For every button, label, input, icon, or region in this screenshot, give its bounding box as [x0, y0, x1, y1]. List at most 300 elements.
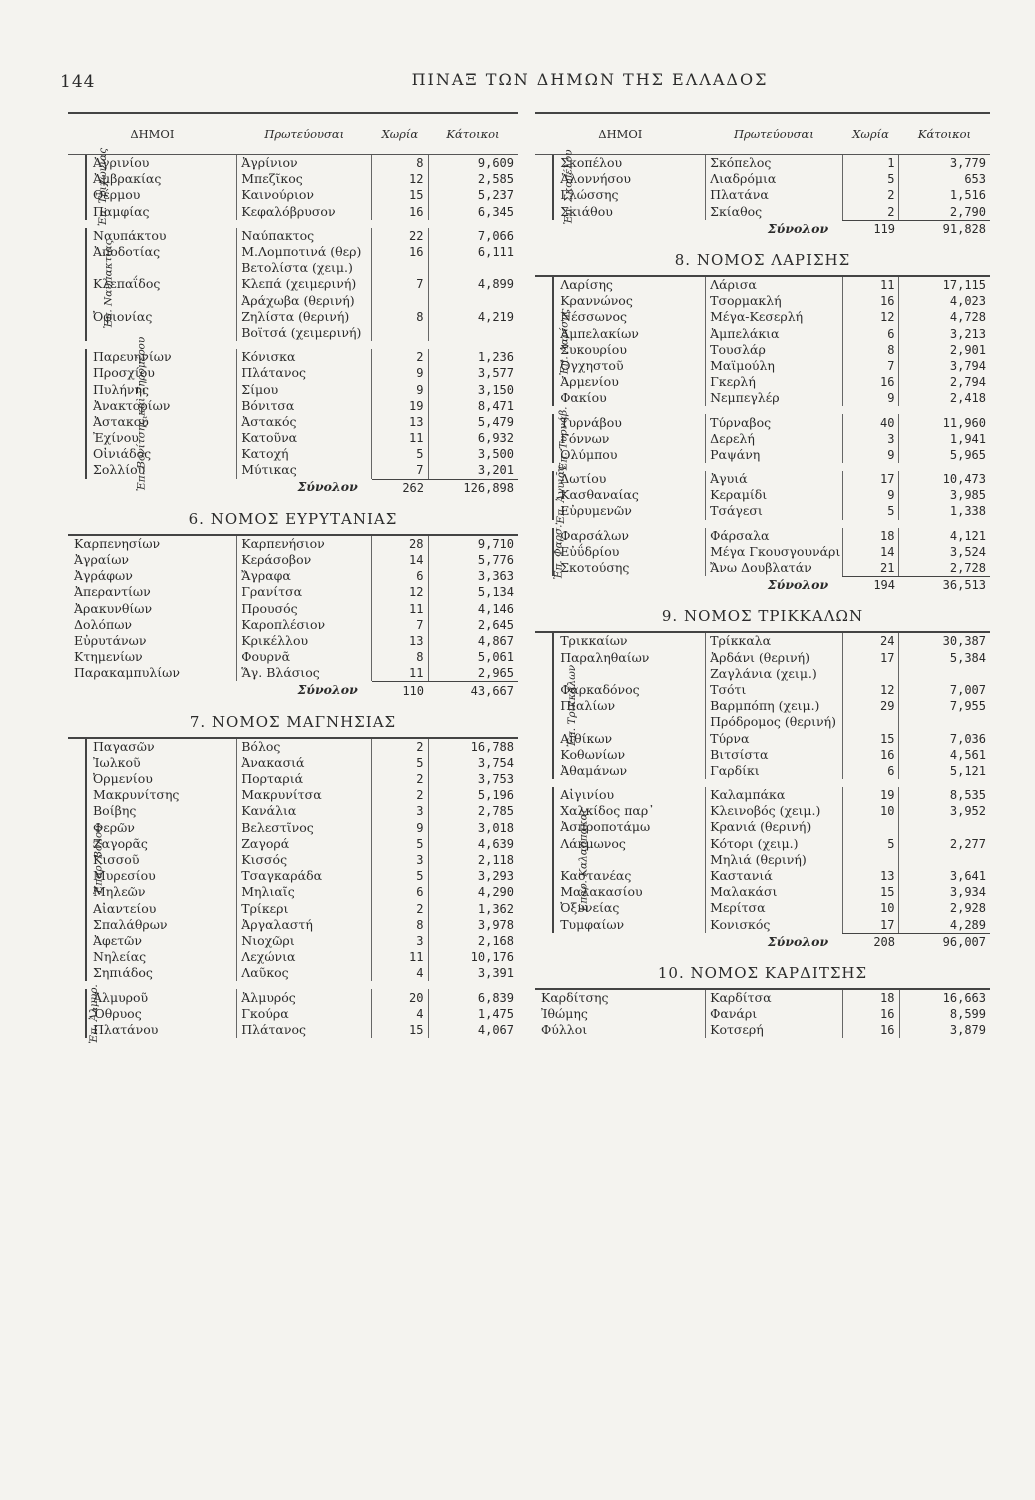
capital-name: Φάρσαλα	[706, 528, 843, 544]
demos-name: Ἀφετῶν	[86, 933, 237, 949]
capital-name: Λεχώνια	[237, 949, 372, 965]
demos-name: Ἀμβρακίας	[86, 171, 237, 187]
capital-name: Γκερλή	[706, 374, 843, 390]
demos-name: Ἀμπελακίων	[553, 326, 705, 342]
inhabitants-count: 16,788	[470, 739, 514, 754]
total-table	[68, 681, 518, 698]
table-row	[535, 650, 990, 666]
total-villages: 119	[842, 220, 899, 237]
header-proteuousai: Πρωτεύουσαι	[237, 113, 372, 155]
demos-name: Γόννων	[553, 431, 705, 447]
inhabitants-count: 1,236	[477, 350, 514, 365]
inhabitants-count: 3,201	[477, 463, 514, 478]
inhabitants-count: 2,790	[949, 204, 986, 219]
table-row	[68, 965, 518, 981]
villages-count: 19	[842, 787, 899, 803]
gap-cell	[68, 981, 518, 989]
inhabitants-count: 4,067	[477, 1022, 514, 1037]
data-table	[68, 536, 518, 682]
villages-count: 13	[842, 868, 899, 884]
table-row	[535, 747, 990, 763]
table-row	[68, 739, 518, 755]
villages-count: 9	[372, 365, 428, 381]
total-label: Σύνολον	[297, 479, 358, 495]
inhabitants-count: 3,641	[949, 869, 986, 884]
demos-name: Παρευηνίων	[86, 349, 237, 365]
demos-name: Ἀποδοτίας	[86, 244, 237, 260]
inhabitants-count: 4,728	[949, 310, 986, 325]
demos-name: Σκιάθου	[553, 204, 705, 220]
capital-name: Ἀνακασιά	[237, 755, 372, 771]
table-row	[535, 342, 990, 358]
table-row	[535, 836, 990, 852]
villages-count: 16	[842, 747, 899, 763]
capital-name: Κανάλια	[237, 803, 372, 819]
table-row	[68, 1006, 518, 1022]
demos-name: Πιαλίων	[553, 698, 705, 714]
left-column	[68, 112, 518, 1044]
capital-name: Κεραμίδι	[706, 487, 843, 503]
inhabitants-count: 11,960	[942, 415, 986, 430]
data-table	[535, 633, 990, 932]
demos-name: Εὐρυτάνων	[74, 632, 147, 648]
inhabitants-count: 2,728	[949, 561, 986, 576]
inhabitants-count: 6,345	[477, 204, 514, 219]
column-header-table	[535, 112, 990, 155]
demos-name: Φερῶν	[86, 820, 237, 836]
total-villages: 194	[842, 577, 899, 594]
header-proteuousai: Πρωτεύουσαι	[706, 113, 843, 155]
demos-name: Ὀφιονίας	[86, 309, 237, 325]
capital-name: Τρίκκαλα	[706, 633, 843, 649]
villages-count: 2	[372, 349, 428, 365]
villages-count: 11	[372, 949, 428, 965]
inhabitants-count: 10,176	[470, 950, 514, 965]
capital-name: Βετολίστα (χειμ.)	[237, 260, 372, 276]
capital-name: Κρανιά (θερινή)	[706, 819, 843, 835]
table-row	[535, 187, 990, 203]
table-row	[68, 584, 518, 600]
demos-name: Ἀρμενίου	[553, 374, 705, 390]
villages-count: 5	[372, 868, 428, 884]
demos-name: Φαρσάλων	[553, 528, 705, 544]
villages-count: 13	[372, 633, 428, 649]
demos-name: Αἰγινίου	[553, 787, 705, 803]
table-row	[68, 901, 518, 917]
table-row	[68, 276, 518, 292]
capital-name: Λιαδρόμια	[706, 171, 843, 187]
table-row	[535, 204, 990, 220]
table-row	[68, 933, 518, 949]
eparchia-text: Ἐπ. Ἀλμυρ.	[87, 983, 100, 1044]
capital-name: Τύρνα	[706, 730, 843, 746]
header-choria: Χωρία	[372, 113, 428, 155]
capital-name: Κεφαλόβρυσον	[237, 204, 372, 220]
demos-name: Ἰωλκοῦ	[86, 755, 237, 771]
demos-name: Ὀλύμπου	[553, 447, 705, 463]
table-row	[535, 1006, 990, 1022]
inhabitants-count: 2,645	[477, 617, 514, 632]
capital-name: Ραψάνη	[706, 447, 843, 463]
inhabitants-count: 3,794	[949, 358, 986, 373]
capital-name: Ἀλμυρός	[237, 989, 372, 1005]
capital-name: Καινούριον	[237, 187, 372, 203]
inhabitants-count: 5,965	[949, 447, 986, 462]
capital-name: Πρόδρομος (θερινή)	[706, 714, 843, 730]
capital-name: Γαρδίκι	[706, 763, 843, 779]
table-row	[535, 503, 990, 519]
gap-cell	[535, 520, 990, 528]
eparchia-label	[535, 406, 570, 472]
capital-name: Μέγα-Κεσερλή	[706, 309, 843, 325]
eparchia-text: Ἐπ. Ἀγυιᾶς	[554, 465, 567, 526]
capital-name: Πλατάνα	[706, 187, 843, 203]
demos-name: Δολόπων	[74, 616, 133, 632]
capital-name: Ἀργαλαστή	[237, 917, 372, 933]
total-row	[535, 220, 990, 237]
villages-count: 22	[372, 228, 428, 244]
capital-name: Ἅγ. Βλάσιος	[237, 665, 372, 681]
table-row	[535, 171, 990, 187]
villages-count: 5	[842, 836, 899, 852]
villages-count: 5	[842, 503, 899, 519]
demos-name: Φύλλοι	[541, 1022, 588, 1038]
capital-name: Πλάτανος	[237, 365, 372, 381]
capital-name: Τσαγκαράδα	[237, 868, 372, 884]
inhabitants-count: 1,475	[477, 1006, 514, 1021]
capital-name: Λαῦκος	[237, 965, 372, 981]
table-row	[68, 228, 518, 244]
inhabitants-count: 3,978	[477, 917, 514, 932]
inhabitants-count: 2,794	[949, 375, 986, 390]
capital-name: Καροπλέσιον	[237, 617, 372, 633]
demos-name: Ὀγχηστοῦ	[553, 358, 705, 374]
demos-name: Ζαγορᾶς	[86, 836, 237, 852]
table-row	[535, 560, 990, 576]
villages-count: 11	[372, 665, 428, 681]
table-row	[68, 884, 518, 900]
nomos-title: 6. ΝΟΜΟΣ ΕΥΡΥΤΑΝΙΑΣ	[68, 496, 518, 536]
capital-name: Μηλιά (θερινή)	[706, 852, 843, 868]
inhabitants-count: 1,941	[949, 431, 986, 446]
inhabitants-count: 2,901	[949, 342, 986, 357]
inhabitants-count	[428, 325, 518, 341]
capital-name: Βόλος	[237, 739, 372, 755]
table-row	[535, 431, 990, 447]
demos-name: Φακίου	[553, 390, 705, 406]
demos-name: Οἰνιάδος	[86, 446, 237, 462]
eparchia-text: Ἐπ. Τυρνάβ.	[557, 406, 570, 472]
inhabitants-count: 7,066	[477, 228, 514, 243]
villages-count: 7	[372, 462, 428, 478]
villages-count: 11	[842, 277, 899, 293]
villages-count: 16	[842, 1006, 899, 1022]
gap-cell	[535, 463, 990, 471]
inhabitants-count: 3,879	[949, 1023, 986, 1038]
table-row	[68, 665, 518, 681]
demos-name: Καστανέας	[553, 868, 705, 884]
inhabitants-count: 4,146	[477, 601, 514, 616]
villages-count: 6	[842, 326, 899, 342]
table-row	[68, 755, 518, 771]
eparchia-label	[535, 633, 579, 779]
villages-count: 40	[842, 414, 899, 430]
villages-count: 16	[842, 293, 899, 309]
villages-count: 12	[842, 309, 899, 325]
inhabitants-count: 3,524	[949, 544, 986, 559]
capital-name: Μέγα Γκουσγουνάρι	[706, 544, 843, 560]
demos-name: Παμφίας	[86, 204, 237, 220]
demos-name: Νηλείας	[86, 949, 237, 965]
data-table	[68, 738, 518, 1044]
demos-name: Κραννώνος	[553, 293, 705, 309]
capital-name: Κόνισκα	[237, 349, 372, 365]
inhabitants-count: 2,277	[949, 836, 986, 851]
table-row	[68, 309, 518, 325]
capital-name: Τρίκερι	[237, 901, 372, 917]
table-row	[535, 698, 990, 714]
inhabitants-count: 4,289	[949, 917, 986, 932]
table-row	[68, 836, 518, 852]
inhabitants-count: 3,500	[477, 447, 514, 462]
villages-count: 10	[842, 900, 899, 916]
inhabitants-count: 2,585	[477, 172, 514, 187]
inhabitants-count: 2,118	[477, 853, 514, 868]
villages-count: 18	[842, 528, 899, 544]
demos-name: Μηλεῶν	[86, 884, 237, 900]
demos-name: Πυλήνης	[86, 381, 237, 397]
inhabitants-count: 7,007	[949, 682, 986, 697]
total-label: Σύνολον	[767, 933, 829, 949]
capital-name: Ἀμπελάκια	[706, 326, 843, 342]
inhabitants-count: 3,985	[949, 488, 986, 503]
total-table	[535, 576, 990, 593]
group-gap	[535, 406, 990, 414]
table-row	[535, 374, 990, 390]
eparchia-text: Ἐπαρ. Καλαμπάκας	[577, 807, 590, 913]
demos-name: Ἀγρινίου	[86, 155, 237, 171]
table-row	[68, 552, 518, 568]
gap-cell	[535, 779, 990, 787]
eparchia-label	[68, 739, 105, 982]
villages-count: 16	[372, 244, 428, 260]
capital-name: Ἀγυιά	[706, 471, 843, 487]
capital-name: Σκίαθος	[706, 204, 843, 220]
capital-name: Τύρναβος	[706, 414, 843, 430]
eparchia-text: Ἐπ. Λαρίσης	[558, 308, 571, 376]
villages-count: 7	[842, 358, 899, 374]
table-row	[535, 447, 990, 463]
table-row	[535, 763, 990, 779]
villages-count: 3	[372, 933, 428, 949]
header-demoi: ΔΗΜΟΙ	[68, 113, 237, 155]
capital-name: Βελεστῖνος	[237, 820, 372, 836]
inhabitants-count	[899, 714, 990, 730]
table-row	[68, 649, 518, 665]
villages-count: 11	[372, 601, 428, 617]
demos-name: Παγασῶν	[86, 739, 237, 755]
eparchia-text: Ἐπ. Βονίτσης καὶ Ξηρομέρου	[135, 336, 148, 492]
table-row	[68, 852, 518, 868]
total-table	[535, 933, 990, 950]
capital-name: Καστανιά	[706, 868, 843, 884]
inhabitants-count: 3,150	[477, 382, 514, 397]
inhabitants-count: 6,932	[477, 431, 514, 446]
total-table	[535, 220, 990, 237]
villages-count	[842, 714, 899, 730]
table-row	[535, 277, 990, 293]
table-row	[68, 187, 518, 203]
inhabitants-count: 3,779	[949, 156, 986, 171]
capital-name: Ἄγραφα	[237, 568, 372, 584]
header-row	[535, 113, 990, 155]
inhabitants-count: 8,471	[477, 398, 514, 413]
inhabitants-count: 3,753	[477, 772, 514, 787]
table-row	[68, 260, 518, 276]
eparchia-text: Ἐπ. Ναυπακτίας	[102, 239, 115, 329]
demos-name: Παραληθαίων	[553, 650, 705, 666]
table-row	[535, 884, 990, 900]
table-row	[535, 544, 990, 560]
inhabitants-count: 5,134	[477, 585, 514, 600]
villages-count: 4	[372, 1006, 428, 1022]
demos-name: Σολλίου	[86, 462, 237, 478]
capital-name: Πορταριά	[237, 771, 372, 787]
capital-name: Κλεπά (χειμερινή)	[237, 276, 372, 292]
inhabitants-count: 5,237	[477, 188, 514, 203]
inhabitants-count	[428, 260, 518, 276]
demos-name: Παρακαμπυλίων	[74, 665, 180, 681]
table-row	[68, 949, 518, 965]
villages-count: 2	[372, 739, 428, 755]
villages-count: 18	[842, 990, 899, 1006]
demos-name: Κοθωνίων	[553, 747, 705, 763]
inhabitants-count: 7,036	[949, 731, 986, 746]
villages-count: 9	[842, 487, 899, 503]
table-row	[68, 536, 518, 552]
capital-name: Μαϊμούλη	[706, 358, 843, 374]
villages-count	[842, 852, 899, 868]
villages-count: 17	[842, 650, 899, 666]
inhabitants-count	[428, 293, 518, 309]
villages-count: 5	[842, 171, 899, 187]
inhabitants-count: 3,934	[949, 885, 986, 900]
capital-name: Κισσός	[237, 852, 372, 868]
capital-name: Ἄνω Δουβλατάν	[706, 560, 843, 576]
right-column	[535, 112, 990, 1038]
villages-count: 20	[372, 989, 428, 1005]
villages-count: 15	[842, 730, 899, 746]
capital-name: Ἀράχωβα (θερινή)	[237, 293, 372, 309]
capital-name: Κότορι (χειμ.)	[706, 836, 843, 852]
table-row	[535, 714, 990, 730]
nomos-title: 8. ΝΟΜΟΣ ΛΑΡΙΣΗΣ	[535, 237, 990, 277]
table-row	[535, 917, 990, 933]
villages-count: 16	[842, 374, 899, 390]
capital-name: Τσορμακλή	[706, 293, 843, 309]
demos-name: Κτημενίων	[74, 649, 143, 665]
capital-name: Νεμπεγλέρ	[706, 390, 843, 406]
villages-count: 8	[372, 917, 428, 933]
table-row	[535, 990, 990, 1006]
villages-count: 9	[842, 447, 899, 463]
capital-name: Γρανίτσα	[237, 584, 372, 600]
capital-name: Μακρυνίτσα	[237, 787, 372, 803]
demos-name: Ἀρακυνθίων	[74, 600, 153, 616]
table-row	[535, 471, 990, 487]
capital-name: Νιοχῶρι	[237, 933, 372, 949]
inhabitants-count: 5,196	[477, 788, 514, 803]
group-gap	[68, 981, 518, 989]
villages-count: 15	[372, 1022, 428, 1038]
demos-name: Ὀξυνείας	[553, 900, 705, 916]
table-row	[535, 633, 990, 649]
villages-count: 6	[372, 884, 428, 900]
villages-count: 8	[372, 309, 428, 325]
inhabitants-count: 1,338	[949, 504, 986, 519]
capital-name: Ναύπακτος	[237, 228, 372, 244]
table-row	[68, 633, 518, 649]
villages-count: 21	[842, 560, 899, 576]
eparchia-label	[68, 983, 100, 1044]
villages-count	[842, 819, 899, 835]
capital-name: Προυσός	[237, 601, 372, 617]
capital-name: Κατοχή	[237, 446, 372, 462]
inhabitants-count: 9,609	[477, 156, 514, 171]
villages-count: 1	[842, 155, 899, 171]
table-row	[535, 852, 990, 868]
table-row	[68, 155, 518, 171]
table-row	[535, 528, 990, 544]
demos-name: Ἀνακτορίων	[86, 398, 237, 414]
demos-name: Αἰαντείου	[86, 901, 237, 917]
capital-name: Βαρμπόπη (χειμ.)	[706, 698, 843, 714]
demos-name: Ἀστακοῦ	[86, 414, 237, 430]
total-label: Σύνολον	[767, 576, 829, 592]
gap-cell	[535, 406, 990, 414]
demos-name: Ἐχίνου	[86, 430, 237, 446]
table-row	[68, 917, 518, 933]
villages-count: 12	[372, 171, 428, 187]
capital-name: Ἀρδάνι (θερινή)	[706, 650, 843, 666]
inhabitants-count: 8,599	[949, 1007, 986, 1022]
villages-count: 12	[372, 584, 428, 600]
capital-name: Κονισκός	[706, 917, 843, 933]
villages-count: 3	[372, 852, 428, 868]
capital-name: Κρικέλλου	[237, 633, 372, 649]
data-table	[535, 990, 990, 1039]
demos-name: Μακρυνίτσης	[86, 787, 237, 803]
villages-count: 28	[372, 536, 428, 552]
table-row	[535, 787, 990, 803]
inhabitants-count: 4,867	[477, 633, 514, 648]
total-inhabitants: 91,828	[899, 220, 990, 237]
inhabitants-count: 8,535	[949, 788, 986, 803]
inhabitants-count: 1,516	[949, 188, 986, 203]
inhabitants-count: 6,839	[477, 990, 514, 1005]
inhabitants-count: 3,952	[949, 804, 986, 819]
table-row	[535, 414, 990, 430]
demos-name: Ἀπεραντίων	[74, 584, 151, 600]
page-header	[60, 70, 1000, 100]
demos-name: Συκουρίου	[553, 342, 705, 358]
header-katoikoi: Κάτοικοι	[899, 113, 990, 155]
villages-count: 14	[372, 552, 428, 568]
demos-name: Λαρίσης	[553, 277, 705, 293]
header-katoikoi: Κάτοικοι	[428, 113, 518, 155]
capital-name: Σκόπελος	[706, 155, 843, 171]
table-row	[535, 730, 990, 746]
